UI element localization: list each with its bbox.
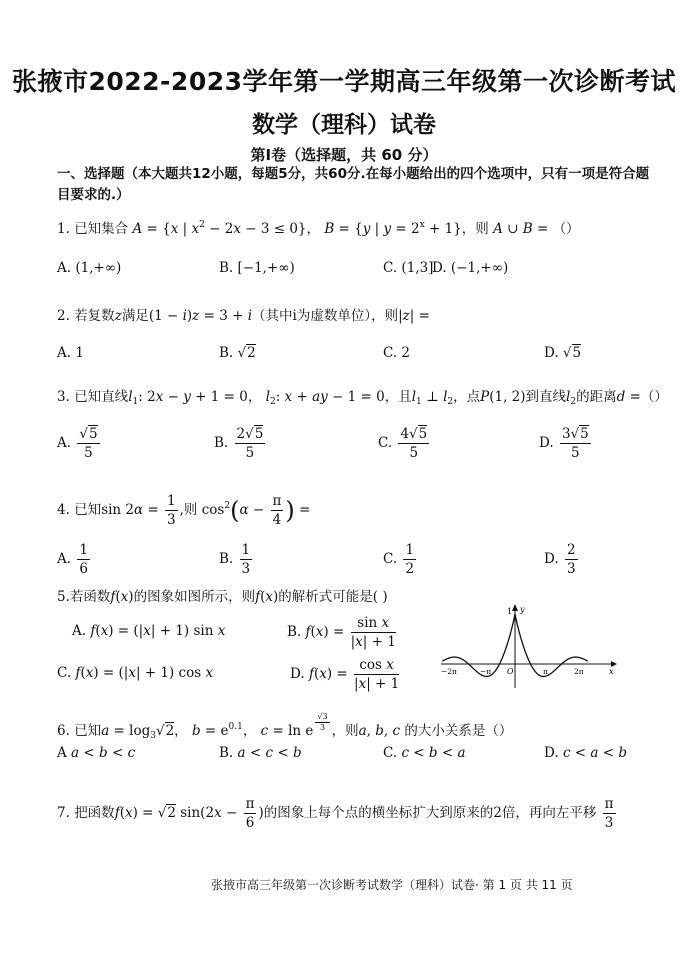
question-4-stem: 4. 已知sin 2α = $\frac{1}{3}$ ,则 $\cos^2(\alpha$ − $\frac{\pi}{4}$ ) =	[57, 493, 311, 528]
section-heading: 一、选择题（本大题共12小题，每题5分，共60分.在每小题给出的四个选项中，只有一项是符合题目要求的.）	[57, 166, 650, 203]
question-3-option-d: D. $\frac{3√5}{5}$	[539, 426, 589, 461]
x-tick-label: −2π	[441, 667, 457, 676]
question-1-stem: 1. 已知集合 A = {x | $x^2 - 2x - 3 \le 0$}， B = {y | $y = 2^x + 1$}，则 A ∪ B = （）	[57, 220, 580, 237]
question-number: 6.	[57, 723, 70, 739]
x-tick-label: −π	[480, 667, 492, 676]
volume-heading: 第Ⅰ卷（选择题，共 60 分）	[250, 146, 438, 164]
question-6-option-a: A a < b < c	[57, 745, 136, 761]
question-1-option-a: A. (1,+∞)	[57, 260, 122, 276]
question-6-option-b: B. a < c < b	[219, 745, 302, 761]
question-5-option-b: B. f(x) = $\frac{\text{sin x}}{|x| + 1}$	[287, 615, 396, 650]
question-1-option-c: C. (1,3]	[383, 260, 434, 276]
question-5-option-d: D. f(x) = $\frac{\text{cos x}}{|x| + 1}$	[290, 657, 400, 692]
question-2-option-c: C. 2	[383, 345, 411, 361]
question-6-option-c: C. c < b < a	[383, 745, 466, 761]
question-5-option-a: A. f(x) = (|x| + 1) sin x	[72, 623, 226, 639]
y-tick-label: 1	[507, 607, 513, 616]
question-number: 7.	[57, 805, 70, 821]
x-axis-label: x	[609, 667, 614, 676]
question-number: 4.	[57, 502, 70, 518]
question-3-option-b: B. $\frac{2√5}{5}$	[214, 426, 264, 461]
x-tick-label: π	[543, 667, 548, 676]
page-footer: 张掖市高三年级第一次诊断考试数学（理科）试卷· 第 1 页 共 11 页	[211, 878, 573, 892]
y-axis-label: y	[520, 605, 525, 614]
question-4-option-b: B. $\frac{1}{3}$	[219, 542, 251, 577]
question-4-option-a: A. $\frac{1}{6}$	[57, 542, 88, 577]
question-3-option-c: C. $\frac{4√5}{5}$	[378, 426, 428, 461]
question-6-stem: 6. 已知$a = \log_3√2$， $b = e^{0.1}$， c = ln e $^{\frac{√3}{3}}$ ，则a, b, c 的大小关系是（）	[57, 712, 513, 741]
exam-title: 张掖市2022-2023学年第一学期高三年级第一次诊断考试	[11, 67, 677, 96]
question-2-option-d: D. √5	[544, 345, 582, 361]
question-4-option-c: C. $\frac{1}{2}$	[383, 542, 415, 577]
question-4-option-d: D. $\frac{2}{3}$	[544, 542, 576, 577]
question-3-stem: 3. 已知直线$l_1$: 2x − y + 1 = 0， $l_2$: x + ay − 1 = 0，且$l_1$ ⊥ $l_2$，点P(1, 2)到直线$l_2$的距离d =（）	[57, 389, 668, 407]
question-number: 2.	[57, 308, 70, 324]
question-number: 3.	[57, 389, 70, 405]
y-axis-arrow	[512, 604, 518, 611]
question-2-option-b: B. √2	[219, 345, 256, 361]
exam-subtitle: 数学（理科）试卷	[252, 112, 436, 138]
question-number: 1.	[57, 221, 70, 237]
question-2-option-a: A. 1	[57, 345, 84, 361]
question-3-option-a: A. $\frac{√5}{5}$	[57, 426, 98, 461]
question-6-option-d: D. c < a < b	[544, 745, 628, 761]
x-tick-label: 2π	[574, 667, 584, 676]
question-1-option-b: B. [−1,+∞)	[219, 260, 295, 276]
question-5-option-c: C. f(x) = (|x| + 1) cos x	[57, 665, 214, 681]
question-7-stem: 7. 把函数f(x) = √2 sin(2x − $\frac{\pi}{6}$ )的图象上每个点的横坐标扩大到原来的2倍，再向左平移 $\frac{\pi}{3}$	[57, 796, 614, 831]
question-5-stem: 5.若函数f(x)的图象如图所示，则f(x)的解析式可能是( )	[57, 589, 388, 605]
question-1-option-d: D. (−1,+∞)	[432, 260, 509, 276]
question-2-stem: 2. 若复数z满足(1 − i)z = 3 + i（其中i为虚数单位），则|z| =	[57, 308, 430, 324]
origin-label: O	[507, 667, 514, 676]
function-graph	[437, 602, 617, 690]
